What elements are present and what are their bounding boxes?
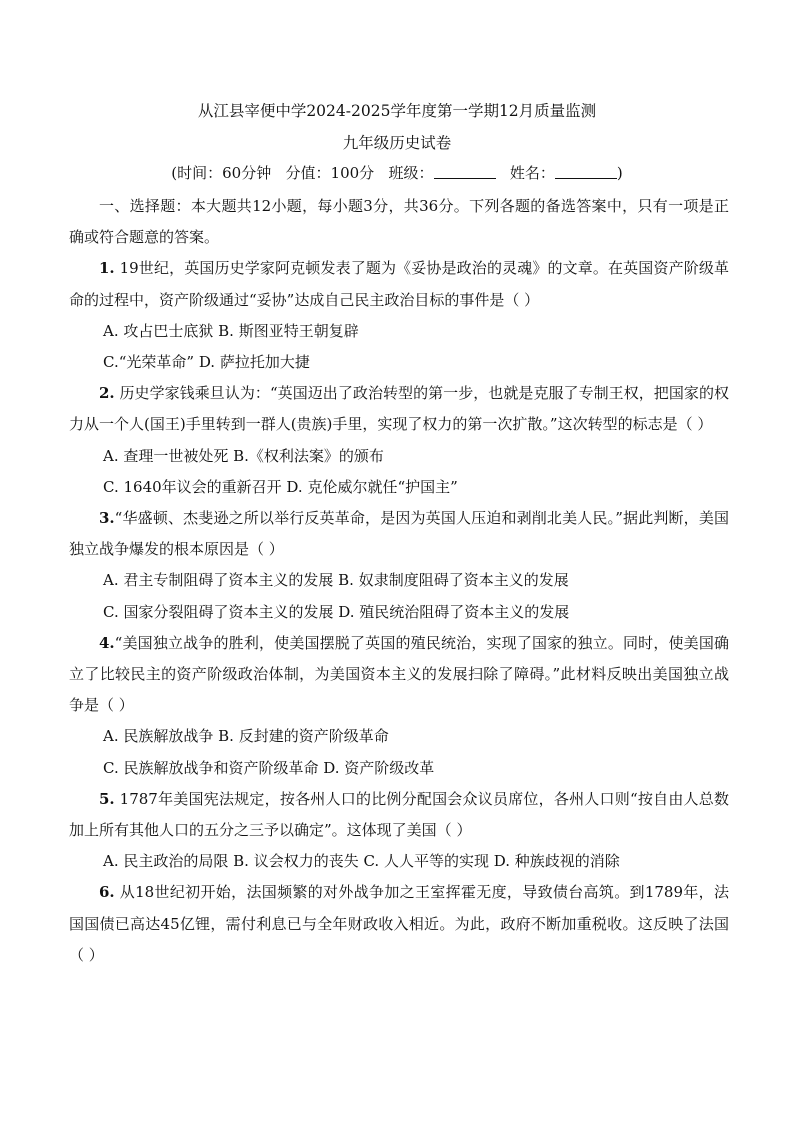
question-3: [69, 503, 729, 628]
name-label: 姓名：: [509, 164, 555, 182]
question-stem: 19世纪，英国历史学家阿克顿发表了题为《妥协是政治的灵魂》的文章。在英国资产阶级革命的过程中，资产阶级通过“妥协”达成自己民主政治目标的事件是（ ）: [69, 259, 729, 309]
question-stem: 历史学家钱乘旦认为：“英国迈出了政治转型的第一步，也就是克服了专制王权，把国家的权力从一个人(国王)手里转到一群人(贵族)手里，实现了权力的第一次扩散。”这次转型的标志是（ ）: [69, 384, 729, 434]
question-2: [69, 378, 729, 503]
question-stem: “美国独立战争的胜利，使美国摆脱了英国的殖民统治，实现了国家的独立。同时，使美国确立了比较民主的资产阶级政治体制，为美国资本主义的发展扫除了障碍。”此材料反映出美国独立战争是（ ）: [69, 633, 729, 715]
class-label: 班级：: [388, 164, 434, 182]
exam-title: 从江县宰便中学2024-2025学年度第一学期12月质量监测: [197, 102, 597, 120]
question-1: [69, 253, 729, 378]
question-number: 2.: [99, 384, 115, 403]
section-heading: 一、选择题：本大题共12小题，每小题3分，共36分。下列各题的备选答案中，只有一项是正确或符合题意的答案。: [69, 197, 729, 247]
question-number: 3.: [99, 509, 115, 528]
question-stem: 1787年美国宪法规定，按各州人口的比例分配国会众议员席位，各州人口则“按自由人总数加上所有其他人口的五分之三予以确定”。这体现了美国（ ）: [69, 789, 729, 840]
question-options: A. 民族解放战争 B. 反封建的资产阶级革命: [103, 727, 389, 746]
exam-body: [69, 191, 729, 971]
question-options: A. 民主政治的局限 B. 议会权力的丧失 C. 人人平等的实现 D. 种族歧视的消除: [103, 852, 620, 871]
question-4: [69, 628, 729, 784]
question-options: C.“光荣革命” D. 萨拉托加大捷: [103, 353, 310, 372]
question-stem: “华盛顿、杰斐逊之所以举行反英革命，是因为英国人压迫和剥削北美人民。”据此判断，美国独立战争爆发的根本原因是（ ）: [69, 509, 729, 559]
question-options: C. 1640年议会的重新召开 D. 克伦威尔就任“护国主”: [103, 477, 458, 496]
exam-subtitle: 九年级历史试卷: [342, 134, 452, 152]
question-number: 1.: [99, 259, 115, 278]
name-blank: [555, 163, 617, 179]
question-options: C. 民族解放战争和资产阶级革命 D. 资产阶级改革: [103, 758, 435, 777]
exam-info-line: [0, 160, 794, 186]
question-number: 6.: [99, 883, 115, 902]
time-info: (时间：60分钟: [171, 164, 272, 182]
question-options: A. 攻占巴士底狱 B. 斯图亚特王朝复辟: [103, 321, 359, 340]
question-number: 4.: [99, 633, 115, 652]
class-blank: [434, 163, 496, 179]
question-6: [69, 877, 729, 971]
info-close: ): [616, 164, 623, 182]
score-info: 分值：100分: [285, 164, 375, 182]
question-options: C. 国家分裂阻碍了资本主义的发展 D. 殖民统治阻碍了资本主义的发展: [103, 602, 570, 621]
question-5: [69, 784, 729, 878]
question-number: 5.: [99, 789, 115, 808]
question-stem: 从18世纪初开始，法国频繁的对外战争加之王室挥霍无度，导致债台高筑。到1789年，法国国债已高达45亿锂，需付利息已与全年财政收入相近。为此，政府不断加重税收。这反映了法国（ ）: [69, 883, 729, 964]
question-options: A. 查理一世被处死 B.《权利法案》的颁布: [103, 446, 384, 465]
question-options: A. 君主专制阻碍了资本主义的发展 B. 奴隶制度阻碍了资本主义的发展: [103, 571, 569, 590]
